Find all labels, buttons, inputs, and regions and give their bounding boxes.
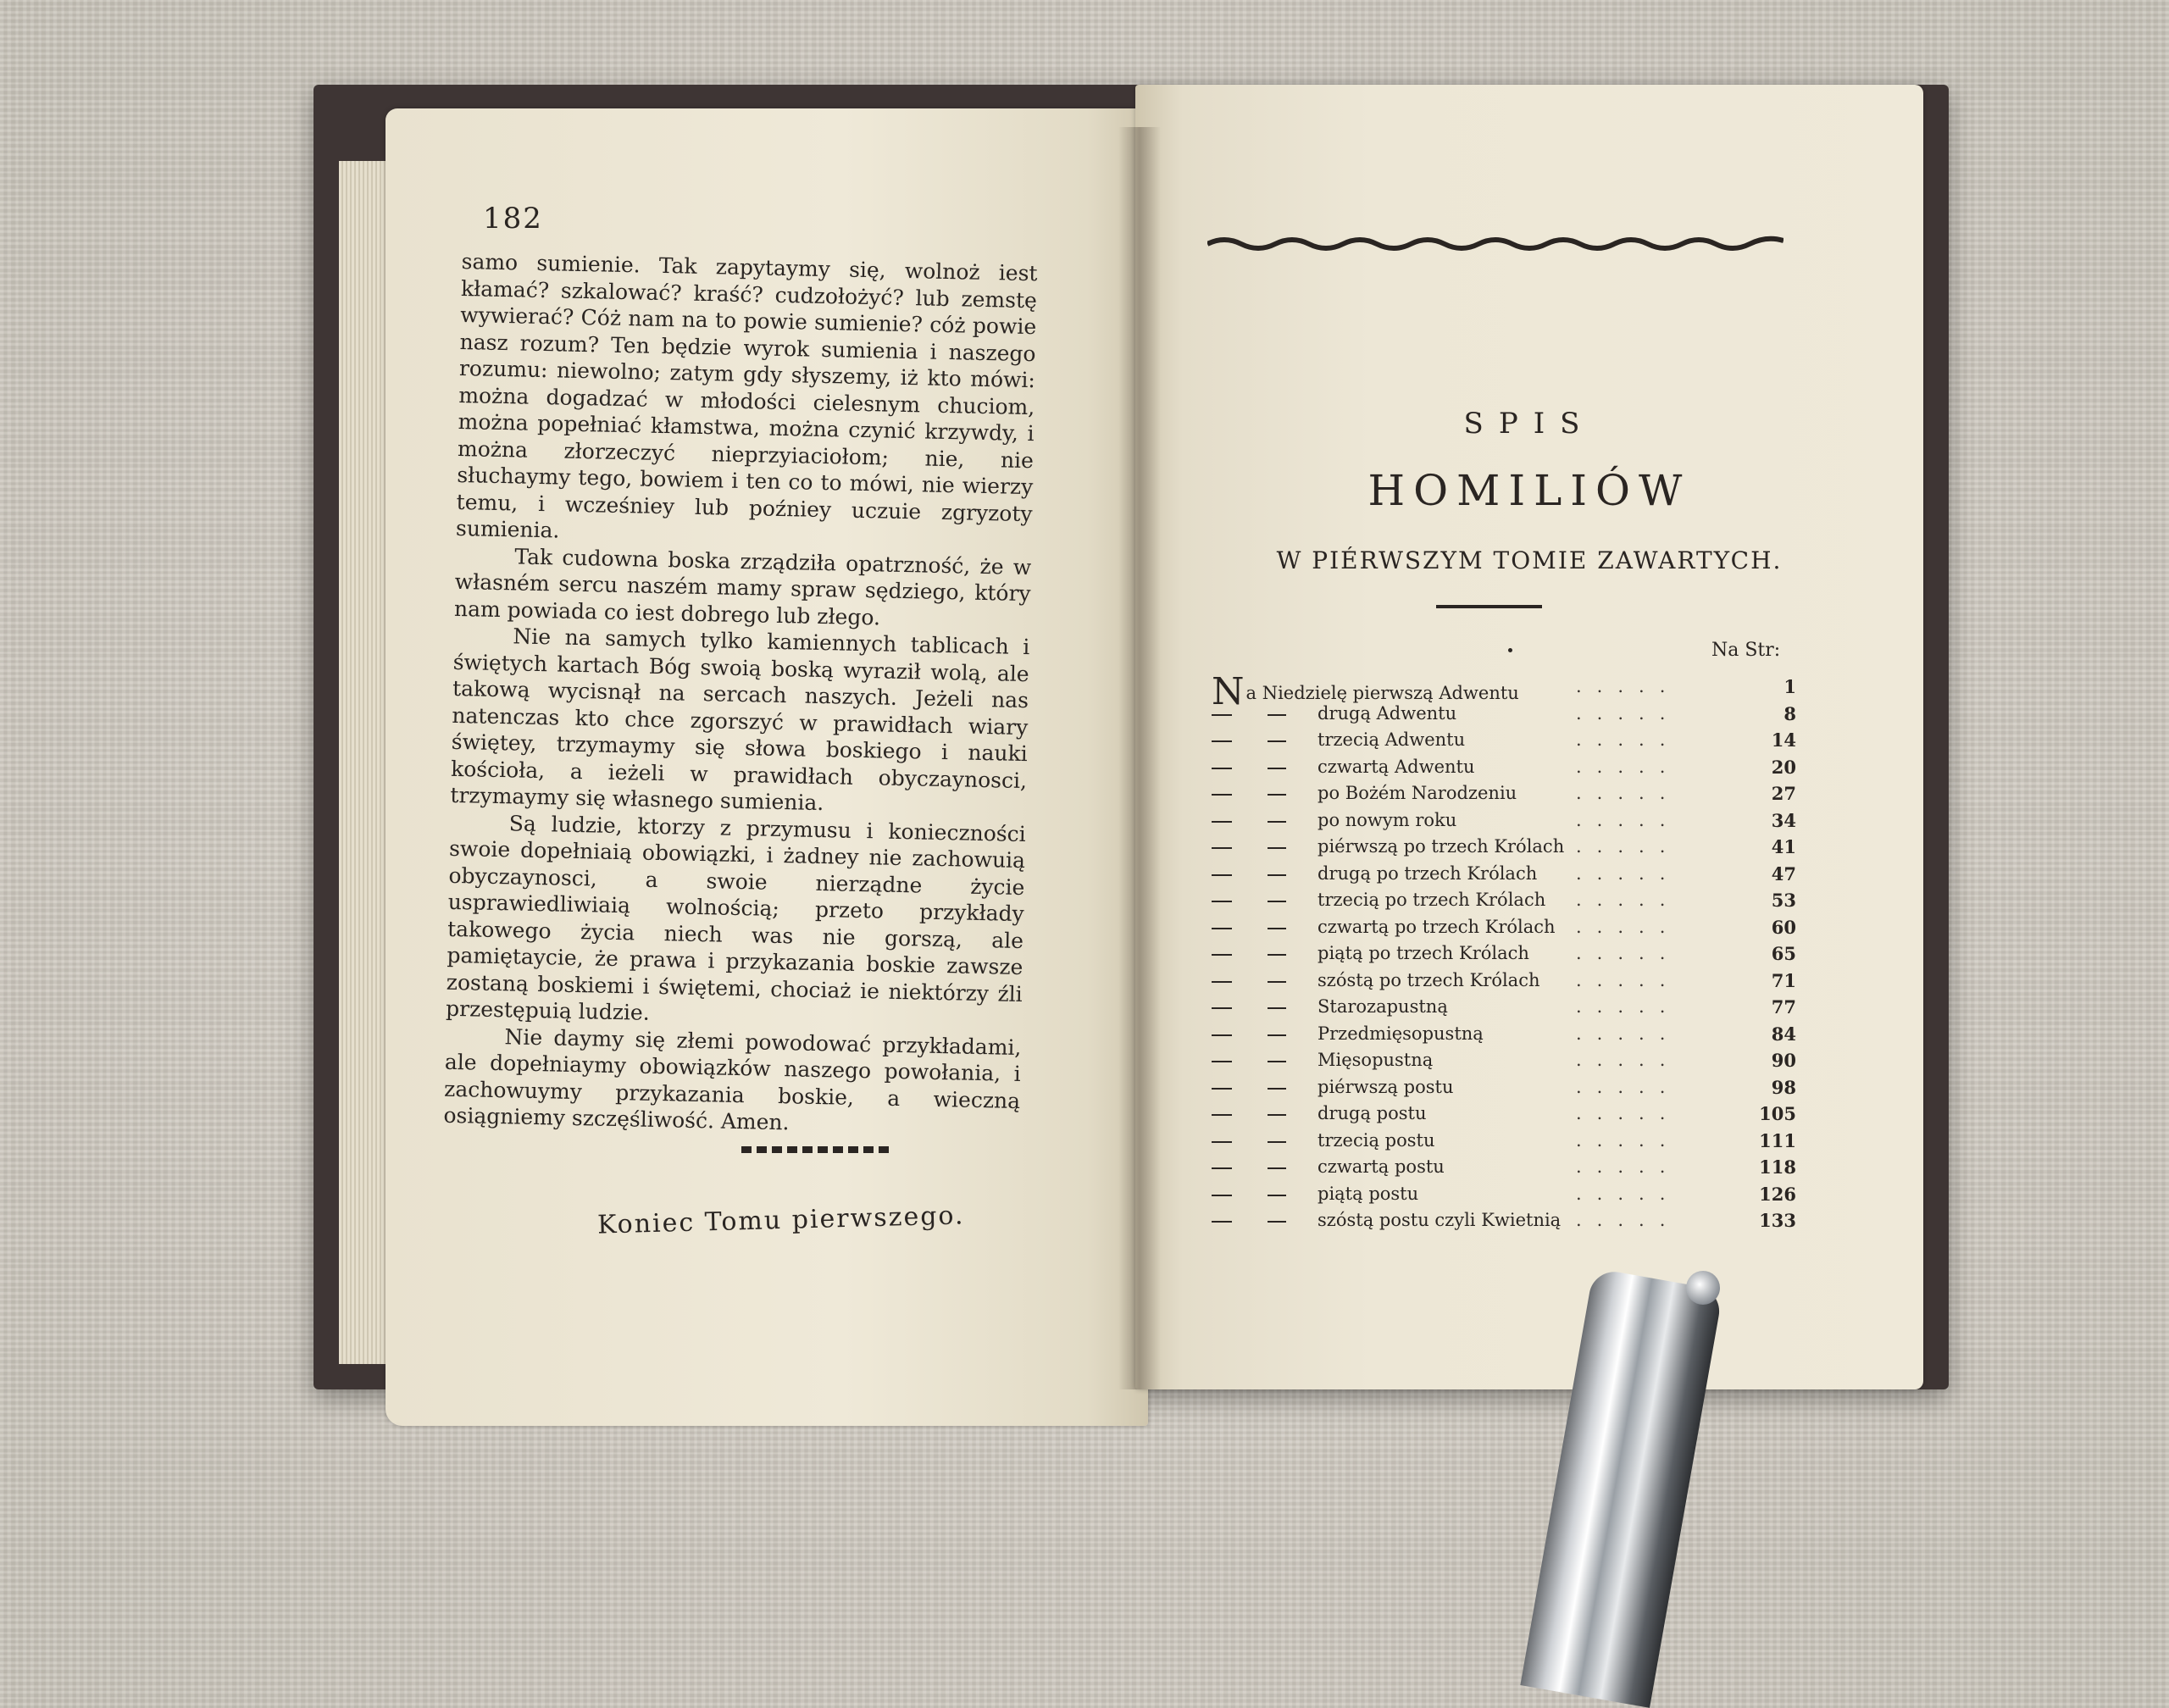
ditto-dash	[1268, 1088, 1286, 1090]
ditto-dash	[1212, 1221, 1232, 1223]
toc-entry-label: piérwszą po trzech Królach	[1317, 836, 1565, 857]
toc-entry	[1212, 914, 1796, 941]
toc-entry-page: 1	[1783, 676, 1796, 697]
ditto-dash	[1268, 901, 1286, 902]
ditto-dash	[1212, 928, 1232, 929]
leader-dots: .....	[1576, 996, 1681, 1017]
leader-dots: .....	[1576, 1023, 1681, 1044]
toc-entry-page: 98	[1771, 1076, 1796, 1098]
ditto-dash	[1212, 1141, 1232, 1143]
toc-subtitle: W PIÉRWSZYM TOMIE ZAWARTYCH.	[1276, 546, 1783, 574]
toc-entry	[1212, 940, 1796, 968]
toc-entry	[1212, 1207, 1796, 1234]
ditto-dash	[1212, 954, 1232, 956]
toc-entry-page: 47	[1771, 862, 1796, 884]
toc-entry	[1212, 1181, 1796, 1208]
ditto-dash	[1212, 1088, 1232, 1090]
toc-entry-label: drugą Adwentu	[1317, 702, 1457, 724]
toc-entry-page: 41	[1771, 836, 1796, 857]
leader-dots: .....	[1576, 943, 1681, 963]
toc-entry-page: 90	[1771, 1050, 1796, 1071]
leader-dots: .....	[1576, 1050, 1681, 1070]
toc-entry-page: 27	[1771, 783, 1796, 804]
toc-entry	[1212, 834, 1796, 861]
ditto-dash	[1268, 714, 1286, 716]
ditto-dash	[1268, 768, 1286, 769]
toc-title-homiliow: HOMILIÓW	[1367, 466, 1691, 515]
toc-title-spis: SPIS	[1463, 407, 1595, 441]
toc-entry	[1212, 861, 1796, 888]
ditto-dash	[1268, 981, 1286, 983]
ditto-dash	[1212, 1007, 1232, 1009]
toc-entry-label: piérwszą postu	[1317, 1076, 1454, 1097]
toc-entry-page: 84	[1771, 1023, 1796, 1045]
leader-dots: .....	[1576, 1183, 1681, 1204]
ditto-dash	[1268, 821, 1286, 823]
toc-entry-text: a Niedzielę pierwszą Adwentu	[1245, 683, 1519, 703]
leader-dots: .....	[1576, 916, 1681, 937]
toc-entry	[1212, 887, 1796, 914]
ditto-dash	[1268, 1167, 1286, 1169]
toc-entry	[1212, 1101, 1796, 1128]
leader-dots: .....	[1576, 783, 1681, 803]
ditto-dash	[1268, 928, 1286, 929]
leader-dots: .....	[1576, 676, 1681, 696]
toc-entry	[1212, 1047, 1796, 1074]
toc-entry-page: 14	[1771, 729, 1796, 751]
page-number: 182	[483, 202, 543, 236]
closing-ornament	[741, 1146, 890, 1153]
ditto-dash	[1212, 794, 1232, 796]
ditto-dash	[1212, 1034, 1232, 1036]
toc-entry	[1212, 727, 1796, 754]
ditto-dash	[1212, 1195, 1232, 1196]
toc-entry-page: 105	[1759, 1103, 1796, 1124]
toc-entry-label: piątą postu	[1317, 1183, 1419, 1204]
leader-dots: .....	[1576, 729, 1681, 750]
ditto-dash	[1212, 1061, 1232, 1062]
ditto-dash	[1212, 740, 1232, 742]
toc-entry-page: 71	[1771, 969, 1796, 991]
toc-entry-page: 8	[1783, 702, 1796, 724]
leader-dots: .....	[1576, 1210, 1681, 1230]
leader-dots: .....	[1576, 862, 1681, 884]
toc-entry-page: 65	[1771, 943, 1796, 964]
ditto-dash	[1212, 874, 1232, 876]
leader-dots: .....	[1576, 836, 1681, 857]
left-page	[386, 108, 1148, 1426]
leader-dots: .....	[1576, 890, 1681, 910]
ditto-dash	[1268, 740, 1286, 742]
title-rule	[1436, 605, 1542, 608]
toc-entry-label: trzecią po trzech Królach	[1317, 890, 1546, 910]
toc-entry	[1212, 994, 1796, 1021]
toc-entry-label: czwartą po trzech Królach	[1317, 916, 1556, 937]
ditto-dash	[1268, 1221, 1286, 1223]
ditto-dash	[1212, 901, 1232, 902]
toc-entry	[1212, 780, 1796, 807]
toc-entry-label: Mięsopustną	[1317, 1050, 1434, 1070]
ditto-dash	[1268, 1061, 1286, 1062]
ditto-dash	[1268, 1195, 1286, 1196]
leader-dots: .....	[1576, 1129, 1681, 1151]
toc-entry-page: 34	[1771, 809, 1796, 831]
leader-dots: .....	[1576, 702, 1681, 724]
ditto-dash	[1268, 1141, 1286, 1143]
toc-entry-label: szóstą po trzech Królach	[1317, 969, 1540, 990]
paragraph: Są ludzie, ktorzy z przymusu i konieczności swoie dopełniaią obowiązki, i żadney nie zachowuią obyczaynosci, a swoie nierządne życie usprawiedliwiaią wolnością; przeto przykłady takowego życia niech was nie gorszą, ale pamiętaycie, że prawa i przykazania boskie zawsze zostaną boskiemi i świętemi, chociaż ie niektórzy źli przestępuią ludzie.	[445, 810, 1026, 1025]
toc-entry	[1212, 968, 1796, 995]
toc-entry-label: piątą po trzech Królach	[1317, 943, 1529, 963]
toc-entry	[1212, 1074, 1796, 1101]
toc-entry	[1212, 701, 1796, 728]
paragraph: Nie daymy się złemi powodować przykładami, ale dopełniaymy obowiązków naszego powołania, i zachowuymy przykazania boskie, a wieczną osiągniemy szczęśliwość. Amen.	[443, 1023, 1022, 1135]
ditto-dash	[1268, 1034, 1286, 1036]
toc-entry-label: czwartą Adwentu	[1317, 756, 1475, 777]
toc-entry-label: drugą postu	[1317, 1103, 1427, 1123]
toc-entry-page: 77	[1771, 996, 1796, 1018]
page-column-header: Na Str:	[1711, 640, 1781, 661]
end-of-volume-note: Koniec Tomu pierwszego.	[596, 1201, 965, 1240]
ditto-dash	[1212, 981, 1232, 983]
sermon-text	[443, 248, 1038, 1141]
toc-entry-page: 111	[1759, 1129, 1796, 1151]
header-ornament	[1207, 229, 1783, 254]
toc-entry-page: 133	[1759, 1210, 1796, 1231]
ditto-dash	[1268, 847, 1286, 849]
leader-dots: .....	[1576, 756, 1681, 777]
ditto-dash	[1212, 1114, 1232, 1116]
toc-entry-label: po nowym roku	[1317, 809, 1457, 830]
book-gutter	[1118, 127, 1161, 1389]
leader-dots: .....	[1576, 1076, 1681, 1097]
toc-entry-page: 20	[1771, 756, 1796, 778]
ditto-dash	[1212, 847, 1232, 849]
right-page	[1135, 85, 1923, 1389]
ditto-dash	[1268, 874, 1286, 876]
leader-dots: .....	[1576, 1156, 1681, 1177]
paragraph: samo sumienie. Tak zapytaymy się, wolnoż iest kłamać? szkalować? kraść? cudzołożyć? lub zemstę wywierać? Cóż nam na to powie sumienie? cóż powie nasz rozum? Ten będzie wyrok sumienia i naszego rozumu: niewolno; zatym gdy słyszemy, iż kto mówi: można dogadzać w młodości cielesnym chuciom, można popełniać kłamstwa, można czynić krzywdy, i można złorzeczyć nieprzyiaciołom; nie, nie słuchaymy tego, bowiem i ten co to mówi, nie wierzy temu, i wcześniey lub poźniey uczuie zgryzoty sumienia.	[455, 248, 1038, 543]
toc-entry-label: trzecią postu	[1317, 1129, 1435, 1151]
toc-entry-label: drugą po trzech Królach	[1317, 862, 1538, 884]
ditto-dash	[1212, 768, 1232, 769]
initial-letter: N	[1212, 670, 1245, 713]
ditto-dash	[1268, 1114, 1286, 1116]
toc-entry-label: szóstą postu czyli Kwietnią	[1317, 1210, 1562, 1230]
toc-entry-label: Starozapustną	[1317, 996, 1448, 1017]
ditto-dash	[1212, 821, 1232, 823]
ditto-dash	[1268, 954, 1286, 956]
paragraph: Tak cudowna boska zrządziła opatrzność, że w własném sercu naszém mamy spraw sędziego, który nam powiada co iest dobrego lub złego.	[453, 543, 1032, 629]
paragraph: Nie na samych tylko kamiennych tablicach i świętych kartach Bóg swoią boską wyraził wolą, ale takową wycisnął na sercach naszych. Jeżeli nas natenczas kto chce zgorszyć w prawidłach wiary świętey, trzymaymy się słowa boskiego i nauki kościoła, a ieżeli w prawidłach obyczaynosci, trzymaymy się własnego sumienia.	[450, 624, 1030, 816]
toc-entry	[1212, 1154, 1796, 1181]
ditto-dash	[1268, 794, 1286, 796]
toc-entry-label: Przedmięsopustną	[1317, 1023, 1484, 1044]
ditto-dash	[1268, 1007, 1286, 1009]
toc-entry-page: 118	[1759, 1156, 1796, 1178]
leader-dots: .....	[1576, 1103, 1681, 1123]
ditto-dash	[1212, 1167, 1232, 1169]
toc-entry	[1212, 1128, 1796, 1155]
leader-dots: .....	[1576, 809, 1681, 830]
toc-entry-label: trzecią Adwentu	[1317, 729, 1466, 750]
toc-entry	[1212, 754, 1796, 781]
leader-dots: .....	[1576, 969, 1681, 990]
ornament-dot	[1508, 648, 1512, 652]
toc-entry-label: czwartą postu	[1317, 1156, 1445, 1177]
toc-entry-page: 60	[1771, 916, 1796, 938]
pen-cap	[1686, 1271, 1720, 1305]
table-of-contents	[1212, 670, 1796, 1234]
toc-entry	[1212, 1021, 1796, 1048]
toc-entry-page: 53	[1771, 890, 1796, 911]
toc-entry	[1212, 807, 1796, 835]
ditto-dash	[1212, 714, 1232, 716]
toc-entry-label: po Bożém Narodzeniu	[1317, 783, 1517, 803]
toc-entry-page: 126	[1759, 1183, 1796, 1205]
